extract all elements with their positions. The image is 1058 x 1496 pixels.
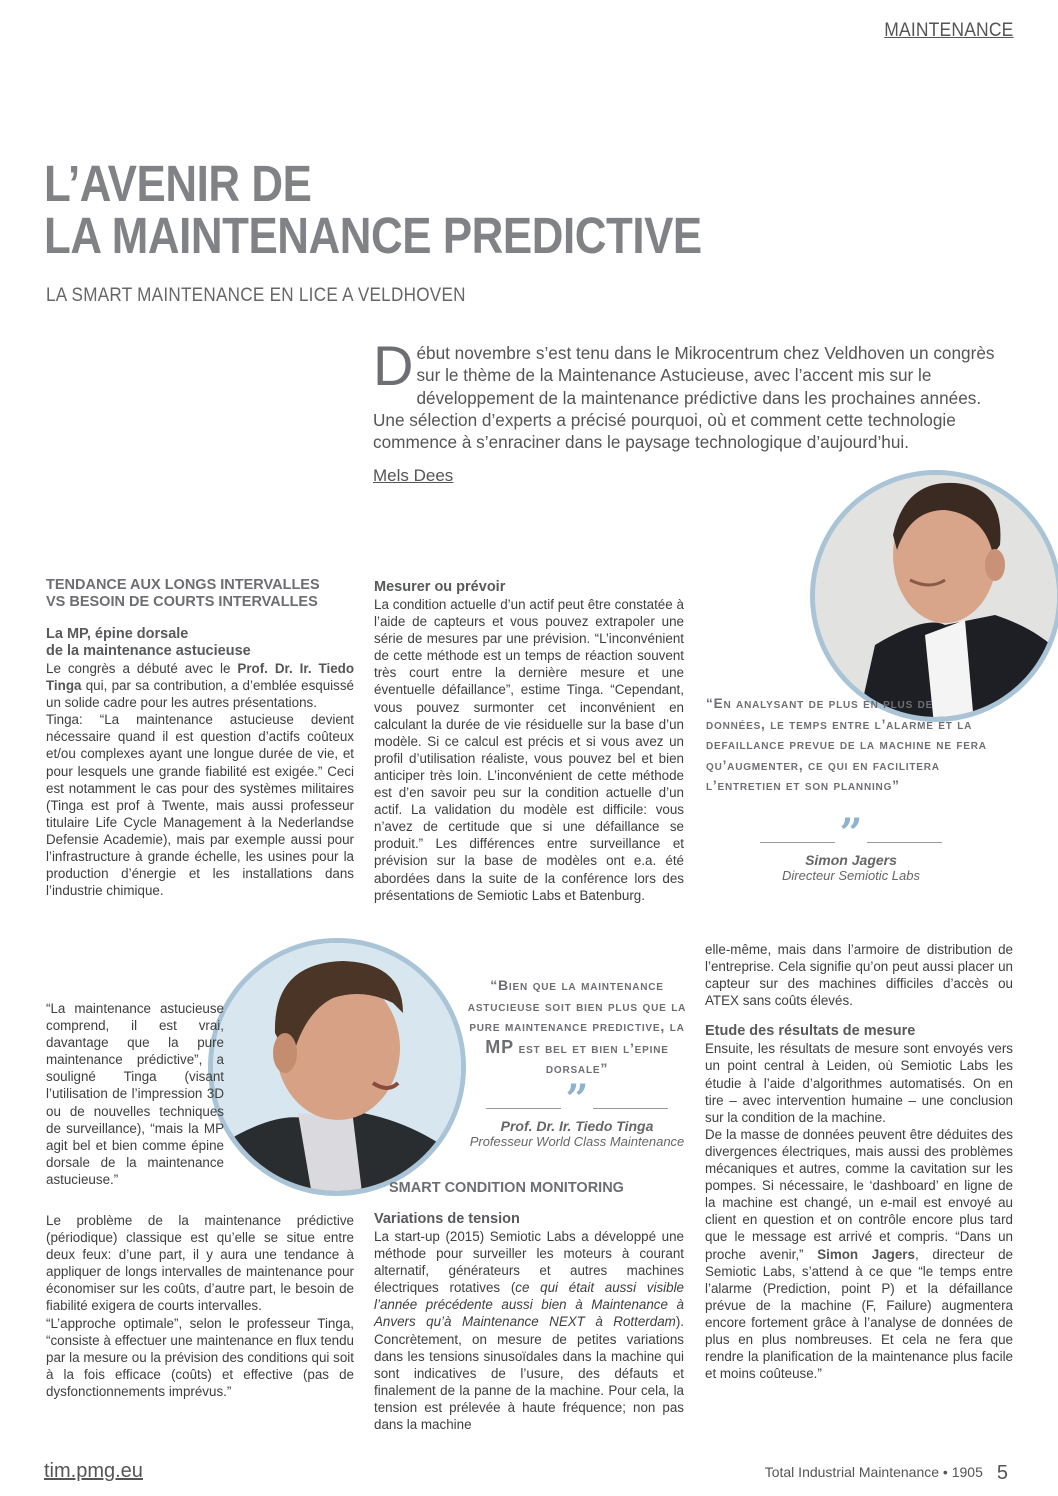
quote-author-role: Professeur World Class Maintenance — [469, 1133, 685, 1149]
paragraph: elle-même, mais dans l’armoire de distribution de l’entreprise. Cela signifie qu’on peut aussi placer un capteur sur des machines difficiles d’accès ou ATEX sans coûts élevés. — [705, 942, 1013, 1009]
text: ). Concrètement, on mesure de petites variations dans les tensions sinusoïdales dans la machine qui sont indicatives de l’usure, des défauts et finalement de la panne de la machine. Pour cela, la tension est prélevée à haute fréquence; non pas dans la machine — [374, 1314, 684, 1433]
text: MP — [485, 1036, 514, 1057]
article-title — [44, 155, 702, 264]
text: “Bien que la maintenance astucieuse soit bien plus que la pure maintenance predictive, la — [467, 977, 687, 1034]
quote-text: “En analysant de plus en plus de données, le temps entre l’alarme et la defaillance prevue de la machine ne fera qu’augmenter, ce qui en facilitera l’entretien et son planning” — [706, 696, 987, 793]
column-1-lower — [46, 1212, 354, 1400]
publication-name: Total Industrial Maintenance • 1905 — [764, 1464, 983, 1480]
column-2 — [374, 579, 684, 904]
text: est bel et bien l’epine dorsale” — [513, 1039, 669, 1076]
text: La start-up (2015) Semiotic Labs a développé une méthode pour surveiller les moteurs à courant alternatif, générateurs et autres machines électriques rotatives ( — [374, 1229, 684, 1296]
divider-line — [486, 1108, 561, 1109]
section-heading — [46, 577, 354, 611]
paragraph: “La maintenance astucieuse comprend, il est vrai, davantage que la pure maintenance prédictive”, a souligné Tinga (visant l’utilisation de l’impression 3D ou de nouvelles techniques de surveillance), “mais la MP agit bel et bien comme épine dorsale de la maintenance astucieuse.” — [46, 1001, 224, 1187]
page-number: 5 — [996, 1462, 1008, 1484]
paragraph: Ensuite, les résultats de mesure sont envoyés vers un point central à Leiden, où Semiotic Labs les étudie à l’aide d’algorithmes automatisés. On en tire – avec intervention humaine – une conclusion sur la condition de la machine. — [705, 1041, 1013, 1125]
bold-name: Simon Jagers — [817, 1246, 915, 1262]
pull-quote-tinga — [462, 975, 692, 1149]
paragraph — [46, 660, 354, 711]
quote-author: Simon Jagers — [805, 851, 897, 868]
photo-tiedo-tinga — [208, 938, 466, 1196]
column-2-lower — [374, 1180, 684, 1433]
footer-publication — [765, 1462, 1008, 1485]
footer-url-link[interactable]: tim.pmg.eu — [44, 1460, 143, 1482]
italic-text: ce qui était aussi visible l’année précédente aussi bien à Maintenance à Anvers qu’à Maintenance NEXT à Rotterdam — [374, 1280, 684, 1330]
section-tag[interactable]: MAINTENANCE — [883, 20, 1013, 41]
divider-line — [593, 1108, 668, 1109]
quote-author-role: Directeur Semiotic Labs — [782, 867, 920, 883]
sub-heading: Variations de tension — [374, 1211, 520, 1227]
sub-heading — [46, 626, 354, 660]
article-intro — [373, 334, 1008, 453]
divider-line — [760, 842, 835, 843]
text: Le congrès a débuté avec le — [46, 661, 238, 676]
photo-simon-jagers — [810, 470, 1058, 722]
paragraph — [374, 1228, 684, 1433]
quote-divider — [706, 809, 996, 857]
intro-text: ébut novembre s’est tenu dans le Mikrocentrum chez Veldhoven un congrès sur le thème de la Maintenance Astucieuse, avec l’accent mis sur le développement de la maintenance prédictive dans les prochaines années. Une sélection d’experts a précisé pourquoi, où et comment cette technologie commence à s’enraciner dans le paysage technologique d’aujourd’hui. — [373, 343, 995, 453]
quote-mark-icon: ” — [839, 809, 863, 857]
portrait-illustration — [213, 943, 466, 1196]
section-heading-line: VS BESOIN DE COURTS INTERVALLES — [46, 594, 318, 610]
text: Tinga: “La maintenance astucieuse devient nécessaire quand il est question d’actifs coûteux et/ou complexes ayant une longue durée de vie, et pour lesquels une grande fiabilité est exigée.” Ceci est notamment le cas pour des systèmes militaires (Tinga est prof à Twente, mais aussi professeur titulaire Life Cycle Management à la Nederlandse Defensie Academie), mais par exemple aussi pour l’infrastructure à grande échelle, les usines pour la production d’énergie et les installations dans l’industrie chimique. — [46, 712, 354, 899]
portrait-illustration — [815, 475, 1058, 722]
title-line-1: L’AVENIR DE — [44, 155, 312, 212]
paragraph: “L’approche optimale”, selon le professeur Tinga, “consiste à effectuer une maintenance en flux tendu par la mesure ou la prévision des conditions qui soit à la fois efficace (coûts) et effective (pas de dysfonctionnements imprévus.” — [46, 1315, 354, 1399]
text: qui, par sa contribution, a d’emblée esquissé un solide cadre pour les autres présentations. — [46, 678, 354, 711]
title-line-2: LA MAINTENANCE PREDICTIVE — [44, 207, 702, 264]
sub-heading-line: de la maintenance astucieuse — [46, 643, 251, 659]
author-byline[interactable]: Mels Dees — [373, 466, 454, 485]
section-heading-line: TENDANCE AUX LONGS INTERVALLES — [46, 577, 320, 593]
quote-divider — [462, 1075, 692, 1123]
paragraph: Le problème de la maintenance prédictive (périodique) classique est qu’elle se situe entre deux feux: d’une part, il y aura une tendance à appliquer de longs intervalles de maintenance pour économiser sur les coûts, d’autre part, le besoin de fiabilité exigera de courts intervalles. — [46, 1213, 354, 1314]
pull-quote-jagers — [706, 694, 996, 883]
text: De la masse de données peuvent être déduites des divergences électriques, mais aussi des problèmes mécaniques et autres, comme la cavitation sur les pompes. Si nécessaire, le ‘dashboard’ en ligne de la machine est changé, un e-mail est envoyé au client en question et on contrôle encore plus tard que le message est arrivé et compris. “Dans un proche avenir,” — [705, 1126, 1013, 1262]
article-subtitle: LA SMART MAINTENANCE EN LICE A VELDHOVEN — [46, 285, 466, 306]
quote-text — [462, 975, 692, 1079]
paragraph — [46, 711, 354, 899]
divider-line — [867, 842, 942, 843]
section-heading: SMART CONDITION MONITORING — [389, 1180, 624, 1196]
drop-cap: D — [373, 334, 414, 397]
quote-author: Prof. Dr. Ir. Tiedo Tinga — [500, 1117, 654, 1134]
sub-heading: Etude des résultats de mesure — [705, 1023, 916, 1040]
quote-mark-icon: ” — [565, 1075, 589, 1123]
text: , directeur de Semiotic Labs, s’attend à ce que “le temps entre l’alarme (Prediction, point P) et la défaillance prévue de la machine (F, Failure) augmentera encore fortement grâce à l’analyse de données de plus en plus nombreuses. Et cela ne fera que rendre la planification de la maintenance plus facile et moins coûteuse.” — [705, 1246, 1013, 1382]
paragraph — [705, 1126, 1013, 1382]
bold-name: Prof. Dr. Ir. Tiedo Tinga — [46, 661, 355, 694]
column-1 — [46, 577, 354, 899]
sub-heading-line: La MP, épine dorsale — [46, 626, 189, 642]
column-3 — [705, 941, 1013, 1382]
column-1-wrap — [46, 1000, 224, 1188]
sub-heading: Mesurer ou prévoir — [374, 579, 506, 595]
paragraph: La condition actuelle d’un actif peut être constatée à l’aide de capteurs et vous pouvez extrapoler une série de mesures par une prévision. “L’inconvénient de cette méthode est un temps de réaction souvent très court entre la dernière mesure et une éventuelle défaillance”, estime Tinga. “Cependant, vous pouvez surmonter cet inconvénient en calculant la durée de vie résiduelle sur la base d’un modèle. Si ce calcul est précis et si vous avez un profil d’utilisation réaliste, vous pouvez bel et bien anticiper très loin. L’inconvénient de cette méthode est d’en savoir peu sur la condition actuelle d’un actif. La validation du modèle est difficile: vous n’avez de certitude que si une défaillance se produit.” Les différences entre surveillance et prévision sur la base de modèles ont e.a. été abordées dans la suite de la conférence lors des présentations de Semiotic Labs et Batenburg. — [374, 597, 684, 903]
